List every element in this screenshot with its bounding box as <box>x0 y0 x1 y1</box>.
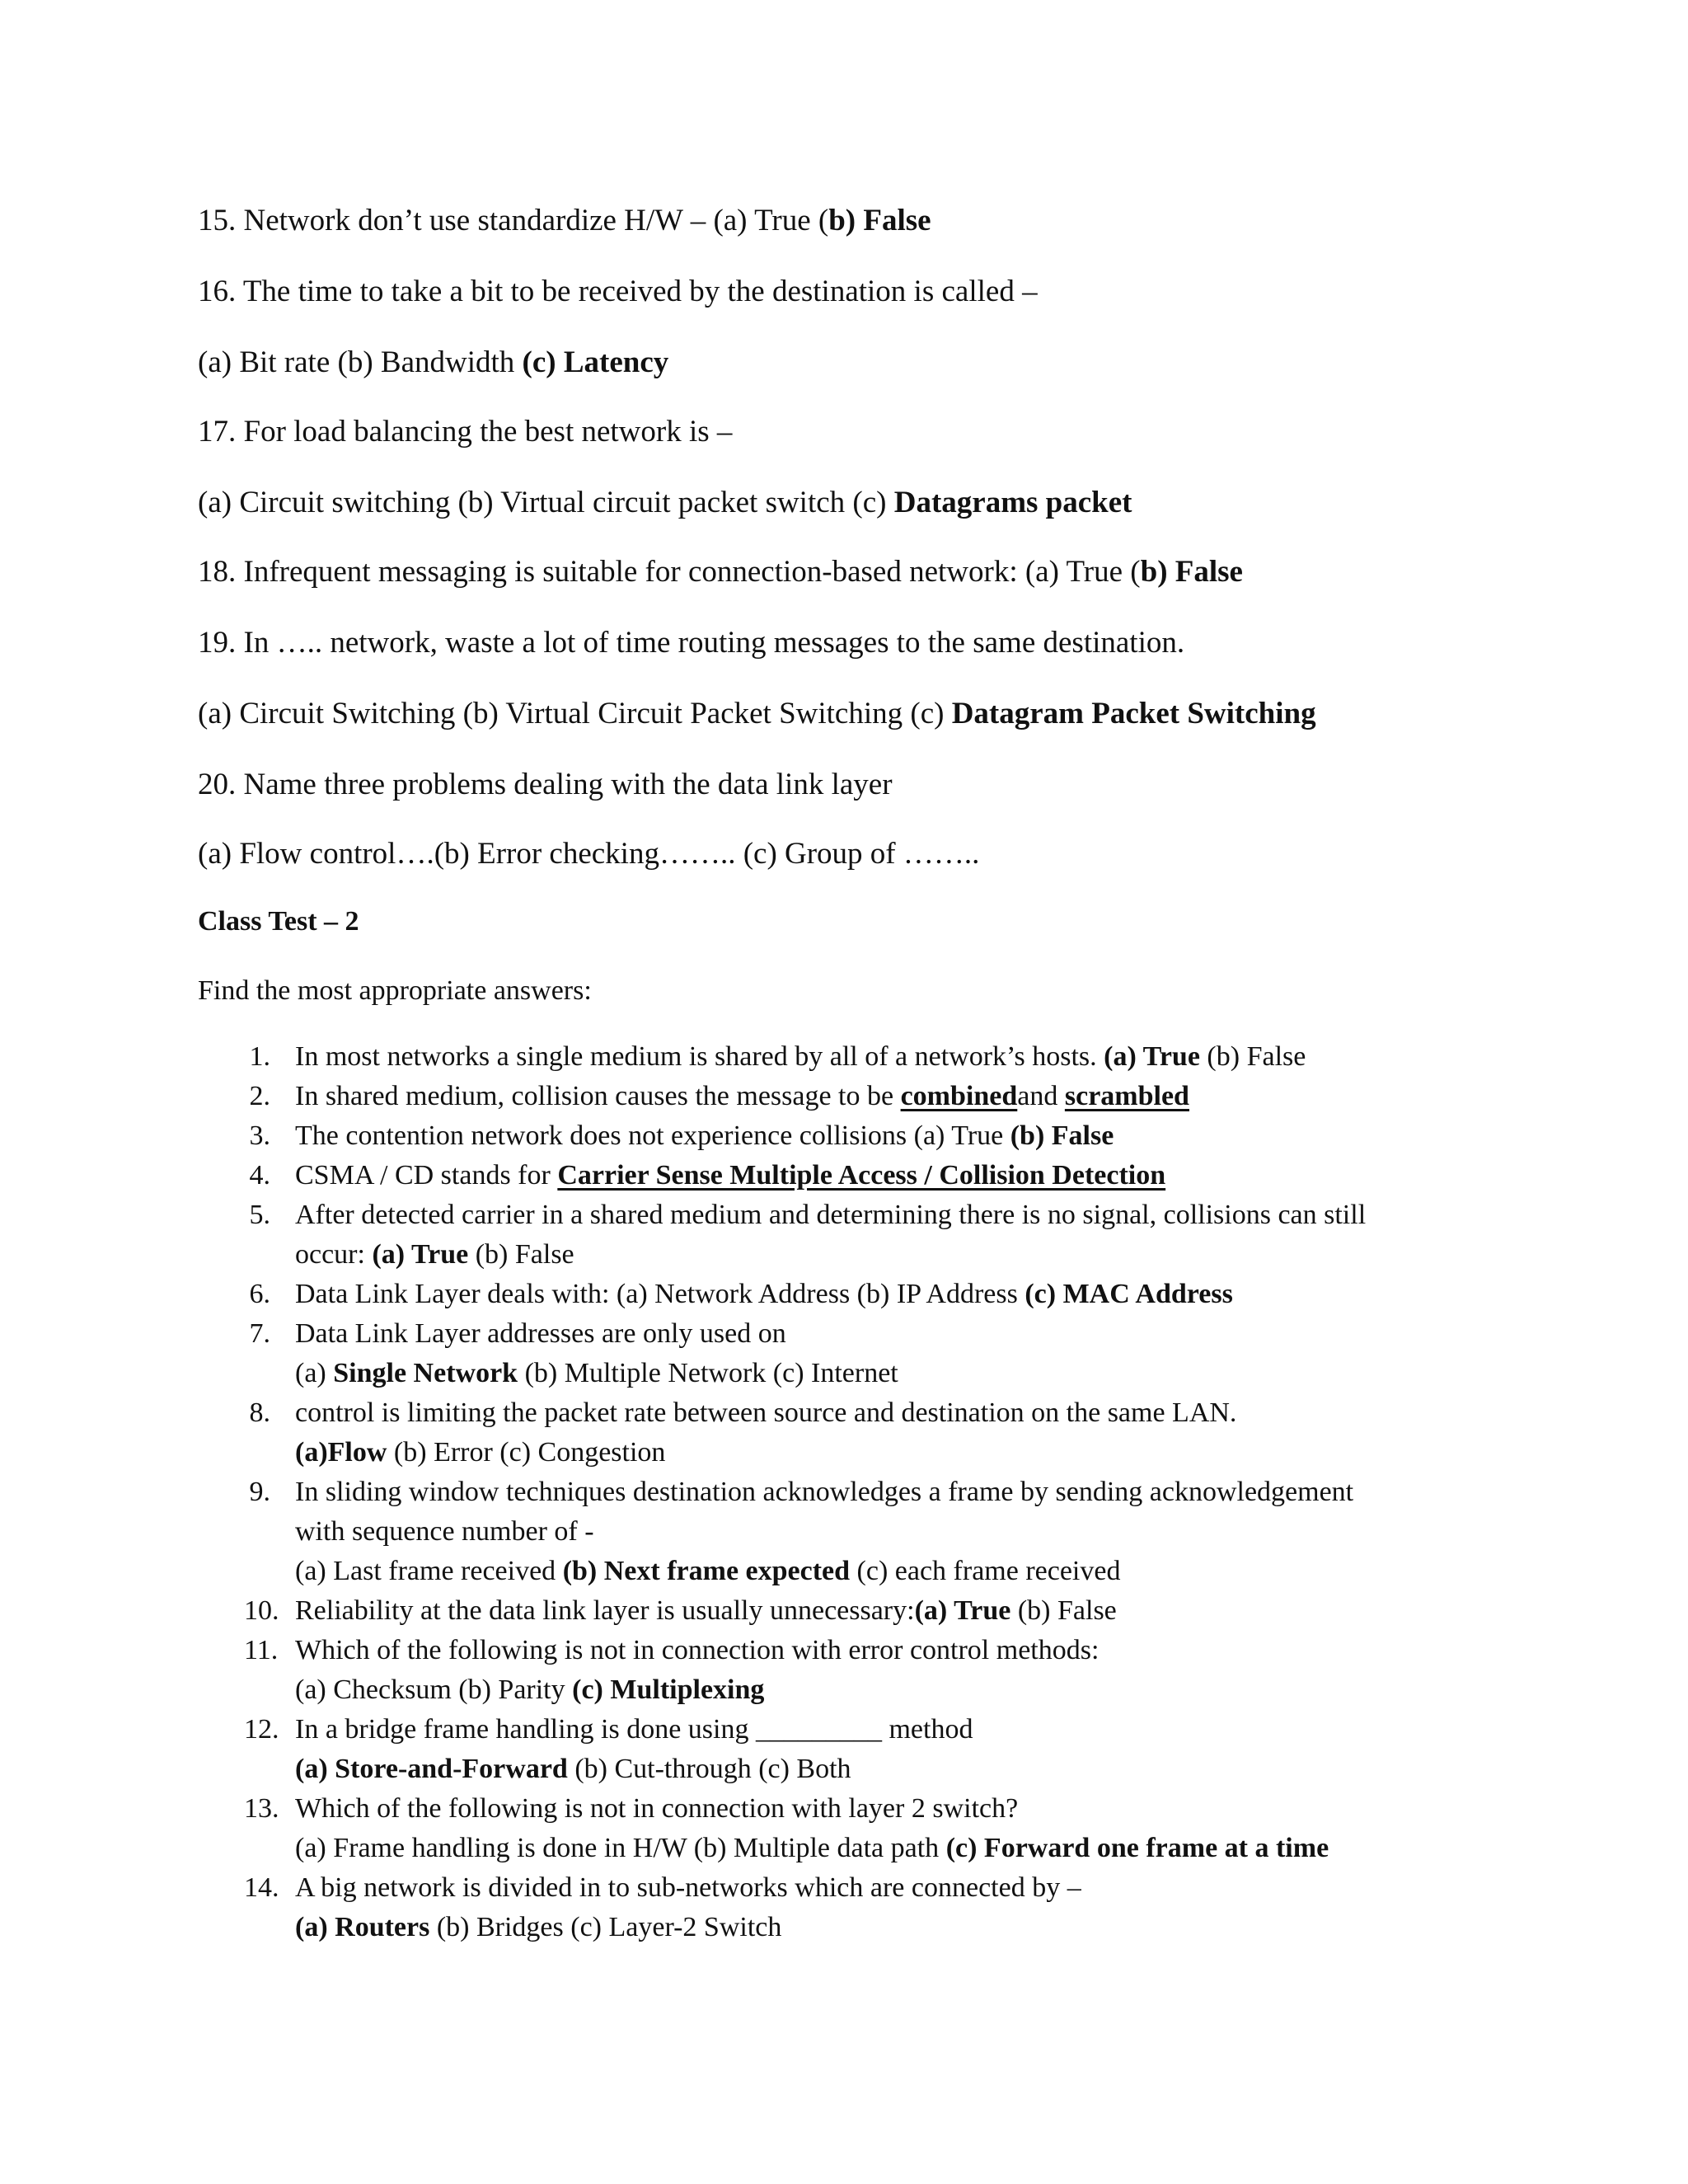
list-number: 10. <box>244 1595 279 1626</box>
list-number: 8. <box>249 1397 270 1428</box>
list-item: In sliding window techniques destination acknowledges a frame by sending acknowledgement <box>295 1477 1354 1507</box>
question-15: 15. Network don’t use standardize H/W – (a) True (b) False <box>198 204 931 237</box>
list-number: 11. <box>244 1635 279 1665</box>
list-number: 6. <box>249 1279 270 1309</box>
instruction-text: Find the most appropriate answers: <box>198 975 592 1006</box>
list-number: 14. <box>244 1872 279 1903</box>
list-item: control is limiting the packet rate between source and destination on the same LAN. <box>295 1397 1237 1428</box>
list-item: Reliability at the data link layer is usually unnecessary:(a) True (b) False <box>295 1595 1117 1626</box>
list-number: 4. <box>249 1160 270 1191</box>
list-item: The contention network does not experience collisions (a) True (b) False <box>295 1120 1114 1151</box>
section-heading: Class Test – 2 <box>198 906 359 937</box>
question-20: 20. Name three problems dealing with the data link layer <box>198 768 893 801</box>
list-item-continuation: with sequence number of - <box>295 1516 594 1547</box>
list-number: 13. <box>244 1793 279 1824</box>
list-item-continuation: (a) Last frame received (b) Next frame expected (c) each frame received <box>295 1556 1121 1586</box>
question-18: 18. Infrequent messaging is suitable for connection-based network: (a) True (b) False <box>198 555 1243 589</box>
list-item-continuation: (a) Frame handling is done in H/W (b) Multiple data path (c) Forward one frame at a time <box>295 1833 1329 1863</box>
list-item: Which of the following is not in connection with layer 2 switch? <box>295 1793 1019 1824</box>
list-number: 12. <box>244 1714 279 1745</box>
list-item-continuation: (a) Routers (b) Bridges (c) Layer-2 Switch <box>295 1912 782 1942</box>
list-item: CSMA / CD stands for Carrier Sense Multiple Access / Collision Detection <box>295 1160 1166 1191</box>
question-20-options: (a) Flow control….(b) Error checking…….. (c) Group of …….. <box>198 837 980 871</box>
list-number: 5. <box>249 1200 270 1230</box>
list-item: Which of the following is not in connection with error control methods: <box>295 1635 1100 1665</box>
list-item: A big network is divided in to sub-networks which are connected by – <box>295 1872 1081 1903</box>
list-number: 3. <box>249 1120 270 1151</box>
list-item: Data Link Layer deals with: (a) Network Address (b) IP Address (c) MAC Address <box>295 1279 1233 1309</box>
list-item-continuation: (a) Checksum (b) Parity (c) Multiplexing <box>295 1674 765 1705</box>
question-19-options: (a) Circuit Switching (b) Virtual Circuit Packet Switching (c) Datagram Packet Switching <box>198 697 1316 730</box>
list-number: 7. <box>249 1318 270 1349</box>
list-item: Data Link Layer addresses are only used on <box>295 1318 786 1349</box>
list-item-continuation: (a)Flow (b) Error (c) Congestion <box>295 1437 666 1468</box>
list-number: 1. <box>249 1041 270 1072</box>
list-item: After detected carrier in a shared medium and determining there is no signal, collisions can still <box>295 1200 1367 1230</box>
list-number: 9. <box>249 1477 270 1507</box>
list-item-continuation: (a) Single Network (b) Multiple Network (c) Internet <box>295 1358 898 1388</box>
question-16: 16. The time to take a bit to be received by the destination is called – <box>198 275 1038 308</box>
question-17: 17. For load balancing the best network is – <box>198 415 733 449</box>
list-item: In a bridge frame handling is done using _________ method <box>295 1714 973 1745</box>
question-16-options: (a) Bit rate (b) Bandwidth (c) Latency <box>198 345 669 379</box>
list-item: In shared medium, collision causes the message to be combinedand scrambled <box>295 1081 1189 1111</box>
question-17-options: (a) Circuit switching (b) Virtual circuit packet switch (c) Datagrams packet <box>198 486 1132 519</box>
list-item-continuation: occur: (a) True (b) False <box>295 1239 574 1270</box>
question-19: 19. In ….. network, waste a lot of time routing messages to the same destination. <box>198 626 1185 660</box>
list-item-continuation: (a) Store-and-Forward (b) Cut-through (c) Both <box>295 1754 851 1784</box>
list-number: 2. <box>249 1081 270 1111</box>
list-item: In most networks a single medium is shared by all of a network’s hosts. (a) True (b) False <box>295 1041 1306 1072</box>
